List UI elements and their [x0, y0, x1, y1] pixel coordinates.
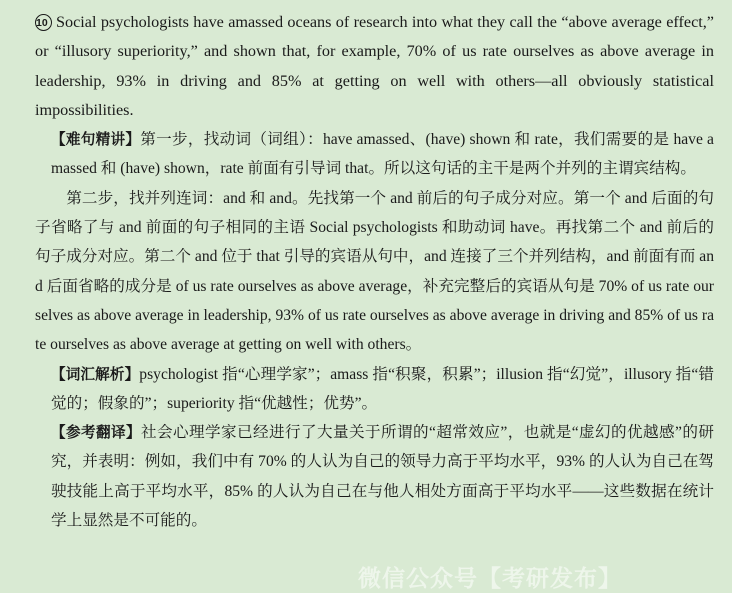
translation-text: 社会心理学家已经进行了大量关于所谓的“超常效应”，也就是“虚幻的优越感”的研究，并表明：例如，我们中有 70% 的人认为自己的领导力高于平均水平，93% 的人认为自己在驾驶技能上高于平均水平，85% 的人认为自己在与他人相处方面高于平均水平——这些数据在统计学上显然是不可能的。 [51, 424, 714, 530]
analysis-step-two [35, 184, 714, 360]
analysis-step-two-text: 第二步，找并列连词：and 和 and。先找第一个 and 前后的句子成分对应。第一个 and 后面的句子省略了与 and 前面的句子相同的主语 Social psychologists 和助动词 have。再找第二个 and 前后的句子成分对应。第二个 and 位于 that 引导的宾语从句中，and 连接了三个并列结构，and 前面有而 and 后面省略的成分是 of us rate ourselves as above average，补充完整后的宾语从句是 70% of us rate ourselves as above average in leadership, 93% of us rate ourselves as above average in driving and 85% of us rate ourselves as above average at getting on well with others。 [35, 189, 714, 354]
analysis-step-one [35, 125, 714, 184]
watermark: 微信公众号【考研发布】 [358, 566, 622, 592]
english-sentence-text: Social psychologists have amassed oceans of research into what they call the “above average effect,” or “illusory superiority,” and shown that, for example, 70% of us rate ourselves as above average in leadership, 93% in driving and 85% at getting on well with others—all obviously statistical impossibilities. [35, 13, 714, 119]
vocabulary-label: 【词汇解析】 [51, 365, 140, 383]
english-sentence [35, 8, 714, 125]
sentence-number-badge: 10 [35, 14, 52, 31]
translation-section [35, 418, 714, 535]
translation-label: 【参考翻译】 [51, 424, 142, 442]
analysis-step-one-text: 第一步，找动词（词组）：have amassed、(have) shown 和 rate，我们需要的是 have amassed 和 (have) shown，rate 前面有引导词 that。所以这句话的主干是两个并列的主谓宾结构。 [51, 131, 714, 178]
analysis-label: 【难句精讲】 [51, 131, 141, 149]
vocabulary-text: psychologist 指“心理学家”；amass 指“积聚，积累”；illusion 指“幻觉”，illusory 指“错觉的；假象的”；superiority 指“优越性；优势”。 [51, 365, 714, 412]
vocabulary-section [35, 360, 714, 419]
